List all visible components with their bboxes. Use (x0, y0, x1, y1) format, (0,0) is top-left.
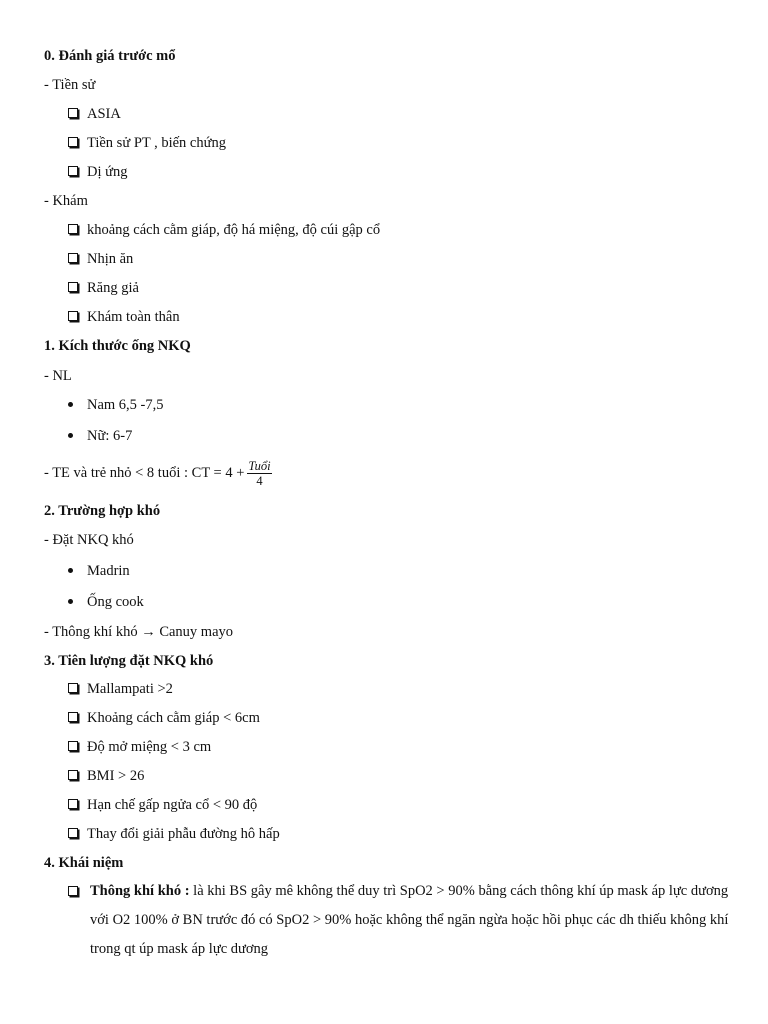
history-label: - Tiền sử (44, 77, 96, 93)
adult-label: - NL (44, 368, 72, 384)
fraction-numerator: Tuổi (248, 459, 271, 474)
checkbox-icon (68, 224, 78, 234)
bullet-icon (68, 599, 73, 604)
bullet-icon (68, 568, 73, 573)
list-item (68, 395, 164, 415)
list-item-text: Ống cook (87, 594, 144, 610)
list-item-text: Nữ: 6-7 (87, 428, 133, 444)
age-fraction (247, 459, 271, 488)
ventilation-text: - Thông khí khó → Canuy mayo (44, 624, 234, 640)
list-item (68, 220, 380, 240)
checkbox-icon (68, 108, 78, 118)
checkbox-icon (68, 166, 78, 176)
section-0-title: 0. Đánh giá trước mổ (44, 48, 176, 64)
bullet-icon (68, 433, 73, 438)
child-formula (44, 456, 272, 490)
list-item (68, 592, 144, 612)
checkbox-icon (68, 683, 78, 693)
section-4-title: 4. Khái niệm (44, 855, 124, 871)
list-item-text: Tiền sử PT , biến chứng (87, 135, 226, 151)
definition-text: là khi BS gây mê không thể duy trì SpO2 > 90% bằng cách thông khí úp mask áp lực dương với O2 100% ở BN trước đó có SpO2 > 90% hoặc không thể ngăn ngừa hoặc hồi phục các dh thiếu không khí trong qt úp mask áp lực dương (90, 883, 729, 957)
list-item (68, 104, 121, 124)
checkbox-icon (68, 741, 78, 751)
list-item-text: Khám toàn thân (87, 309, 180, 325)
definition-paragraph (90, 877, 730, 964)
section-2-title: 2. Trường hợp khó (44, 503, 161, 519)
bullet-icon (68, 402, 73, 407)
list-item (68, 307, 180, 327)
list-item-text: Độ mở miệng < 3 cm (87, 739, 212, 755)
section-1-title: 1. Kích thước ống NKQ (44, 338, 191, 354)
checkbox-icon (68, 828, 78, 838)
list-item-text: ASIA (87, 106, 121, 122)
list-item-text: Mallampati >2 (87, 681, 173, 697)
list-item-text: BMI > 26 (87, 768, 145, 784)
list-item (68, 133, 226, 153)
list-item-text: Răng giả (87, 280, 139, 296)
checkbox-icon (68, 282, 78, 292)
checkbox-icon (68, 799, 78, 809)
list-item (68, 766, 144, 786)
child-formula-text: - TE và trẻ nhỏ < 8 tuổi : CT = 4 + (44, 465, 245, 481)
list-item-text: Nhịn ăn (87, 251, 134, 267)
checkbox-icon (68, 712, 78, 722)
list-item-text: Nam 6,5 -7,5 (87, 397, 164, 413)
list-item (68, 249, 133, 269)
list-item-text: khoảng cách cằm giáp, độ há miệng, độ cúi gập cổ (87, 222, 381, 238)
list-item-text: Hạn chế gấp ngửa cổ < 90 độ (87, 797, 258, 813)
checkbox-icon (68, 137, 78, 147)
checkbox-icon (68, 886, 78, 896)
exam-label: - Khám (44, 193, 88, 209)
list-item (68, 426, 132, 446)
list-item-text: Dị ứng (87, 164, 128, 180)
checkbox-icon (68, 311, 78, 321)
list-item (68, 795, 257, 815)
list-item (68, 824, 280, 844)
list-item (68, 679, 173, 699)
list-item (68, 708, 260, 728)
checkbox-icon (68, 253, 78, 263)
list-item (68, 561, 130, 581)
checkbox-icon (68, 770, 78, 780)
definition-term: Thông khí khó : (90, 883, 190, 899)
fraction-denominator: 4 (256, 474, 263, 489)
list-item (68, 278, 139, 298)
section-3-title: 3. Tiên lượng đặt NKQ khó (44, 653, 214, 669)
intubation-label: - Đặt NKQ khó (44, 532, 134, 548)
list-item (68, 737, 211, 757)
list-item-text: Madrin (87, 563, 130, 579)
list-item-text: Thay đổi giải phẫu đường hô hấp (87, 826, 280, 842)
list-item (68, 162, 127, 182)
list-item-text: Khoảng cách cằm giáp < 6cm (87, 710, 260, 726)
